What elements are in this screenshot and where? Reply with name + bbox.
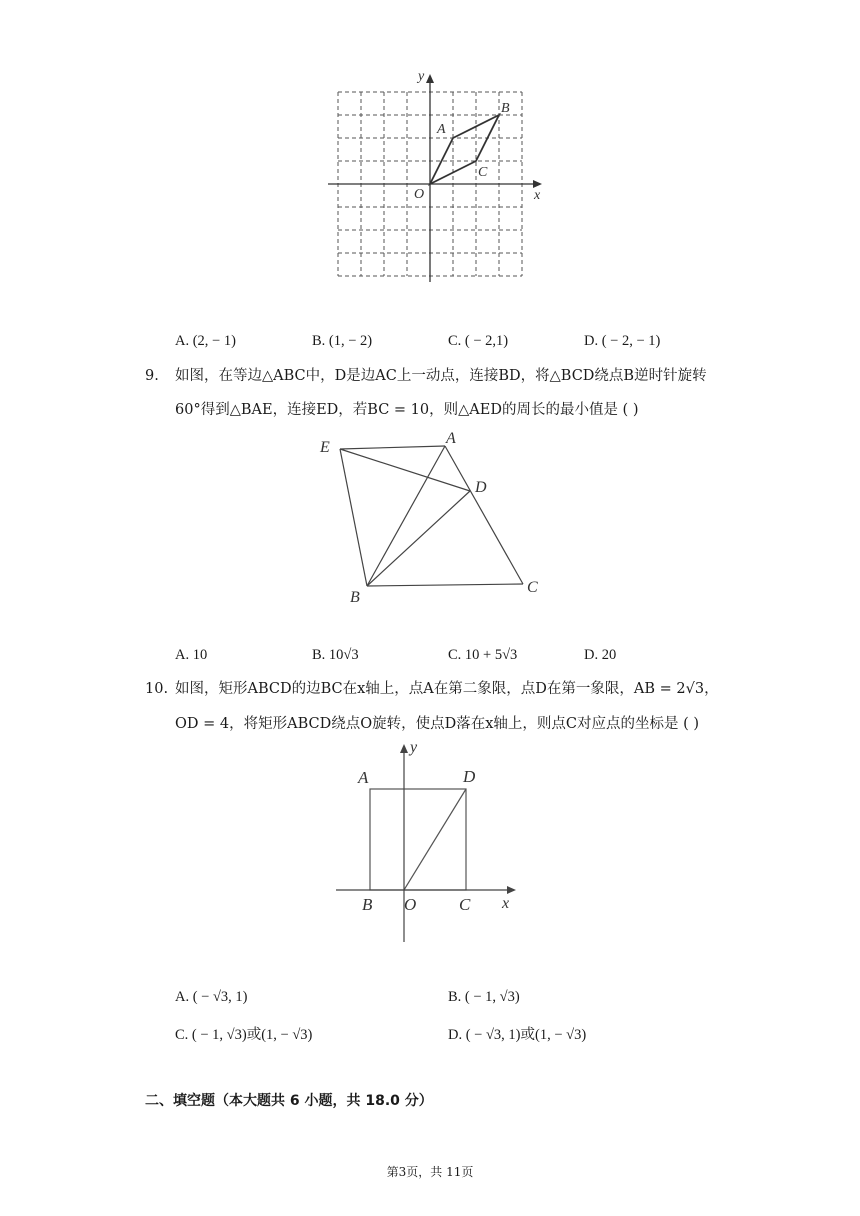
page-footer: 第3页，共 11页 — [386, 1165, 474, 1179]
axis-y-label: y — [410, 739, 418, 756]
q8-figure — [322, 66, 548, 288]
point-c-label: C — [478, 165, 488, 180]
point-a-label: A — [358, 768, 369, 787]
point-d-label: D — [475, 479, 487, 496]
section-heading: 二、填空题（本大题共 6 小题，共 18.0 分） — [145, 1093, 433, 1109]
axis-y-label: y — [418, 69, 425, 84]
q9-option-b[interactable]: B. 10√3 — [312, 647, 359, 663]
q10-option-b[interactable]: B. ( − 1, √3) — [448, 989, 520, 1005]
point-a-label: A — [446, 430, 456, 447]
q10-option-c[interactable]: C. ( − 1, √3)或(1, − √3) — [175, 1027, 313, 1043]
q9-option-c[interactable]: C. 10 + 5√3 — [448, 647, 518, 663]
q10-figure — [330, 738, 530, 948]
q9-option-d[interactable]: D. 20 — [584, 647, 617, 663]
point-b-label: B — [350, 589, 360, 606]
q9-stem-line2: 60°得到△BAE，连接ED，若BC = 10，则△AED的周长的最小值是 ( ) — [175, 402, 639, 418]
point-c-label: C — [527, 579, 538, 596]
point-o-label: O — [404, 895, 417, 914]
q8-option-c[interactable]: C. ( − 2,1) — [448, 333, 509, 349]
point-c-label: C — [459, 895, 471, 914]
axis-x-label: x — [534, 188, 541, 203]
q10-option-a[interactable]: A. ( − √3, 1) — [175, 989, 248, 1005]
q9-option-a[interactable]: A. 10 — [175, 647, 208, 663]
point-d-label: D — [463, 767, 476, 786]
point-a-label: A — [437, 122, 446, 137]
q8-option-b[interactable]: B. (1, − 2) — [312, 333, 373, 349]
q9-figure — [312, 424, 552, 608]
q8-option-a[interactable]: A. (2, − 1) — [175, 333, 236, 349]
q10-stem-line1: 如图，矩形ABCD的边BC在x轴上，点A在第二象限，点D在第一象限，AB = 2√3， — [175, 681, 719, 697]
q9-stem-line1: 如图，在等边△ABC中，D是边AC上一动点，连接BD，将△BCD绕点B逆时针旋转 — [175, 368, 707, 384]
point-e-label: E — [320, 439, 330, 456]
axis-x-label: x — [502, 895, 510, 912]
q10-option-d[interactable]: D. ( − √3, 1)或(1, − √3) — [448, 1027, 587, 1043]
point-o-label: O — [414, 187, 425, 202]
point-b-label: B — [501, 101, 510, 116]
q10-stem-line2: OD = 4，将矩形ABCD绕点O旋转，使点D落在x轴上，则点C对应点的坐标是 ( ) — [175, 716, 700, 732]
q10-number: 10. — [145, 681, 169, 697]
q9-number: 9. — [145, 368, 159, 384]
point-b-label: B — [362, 895, 373, 914]
q8-option-d[interactable]: D. ( − 2, − 1) — [584, 333, 661, 349]
